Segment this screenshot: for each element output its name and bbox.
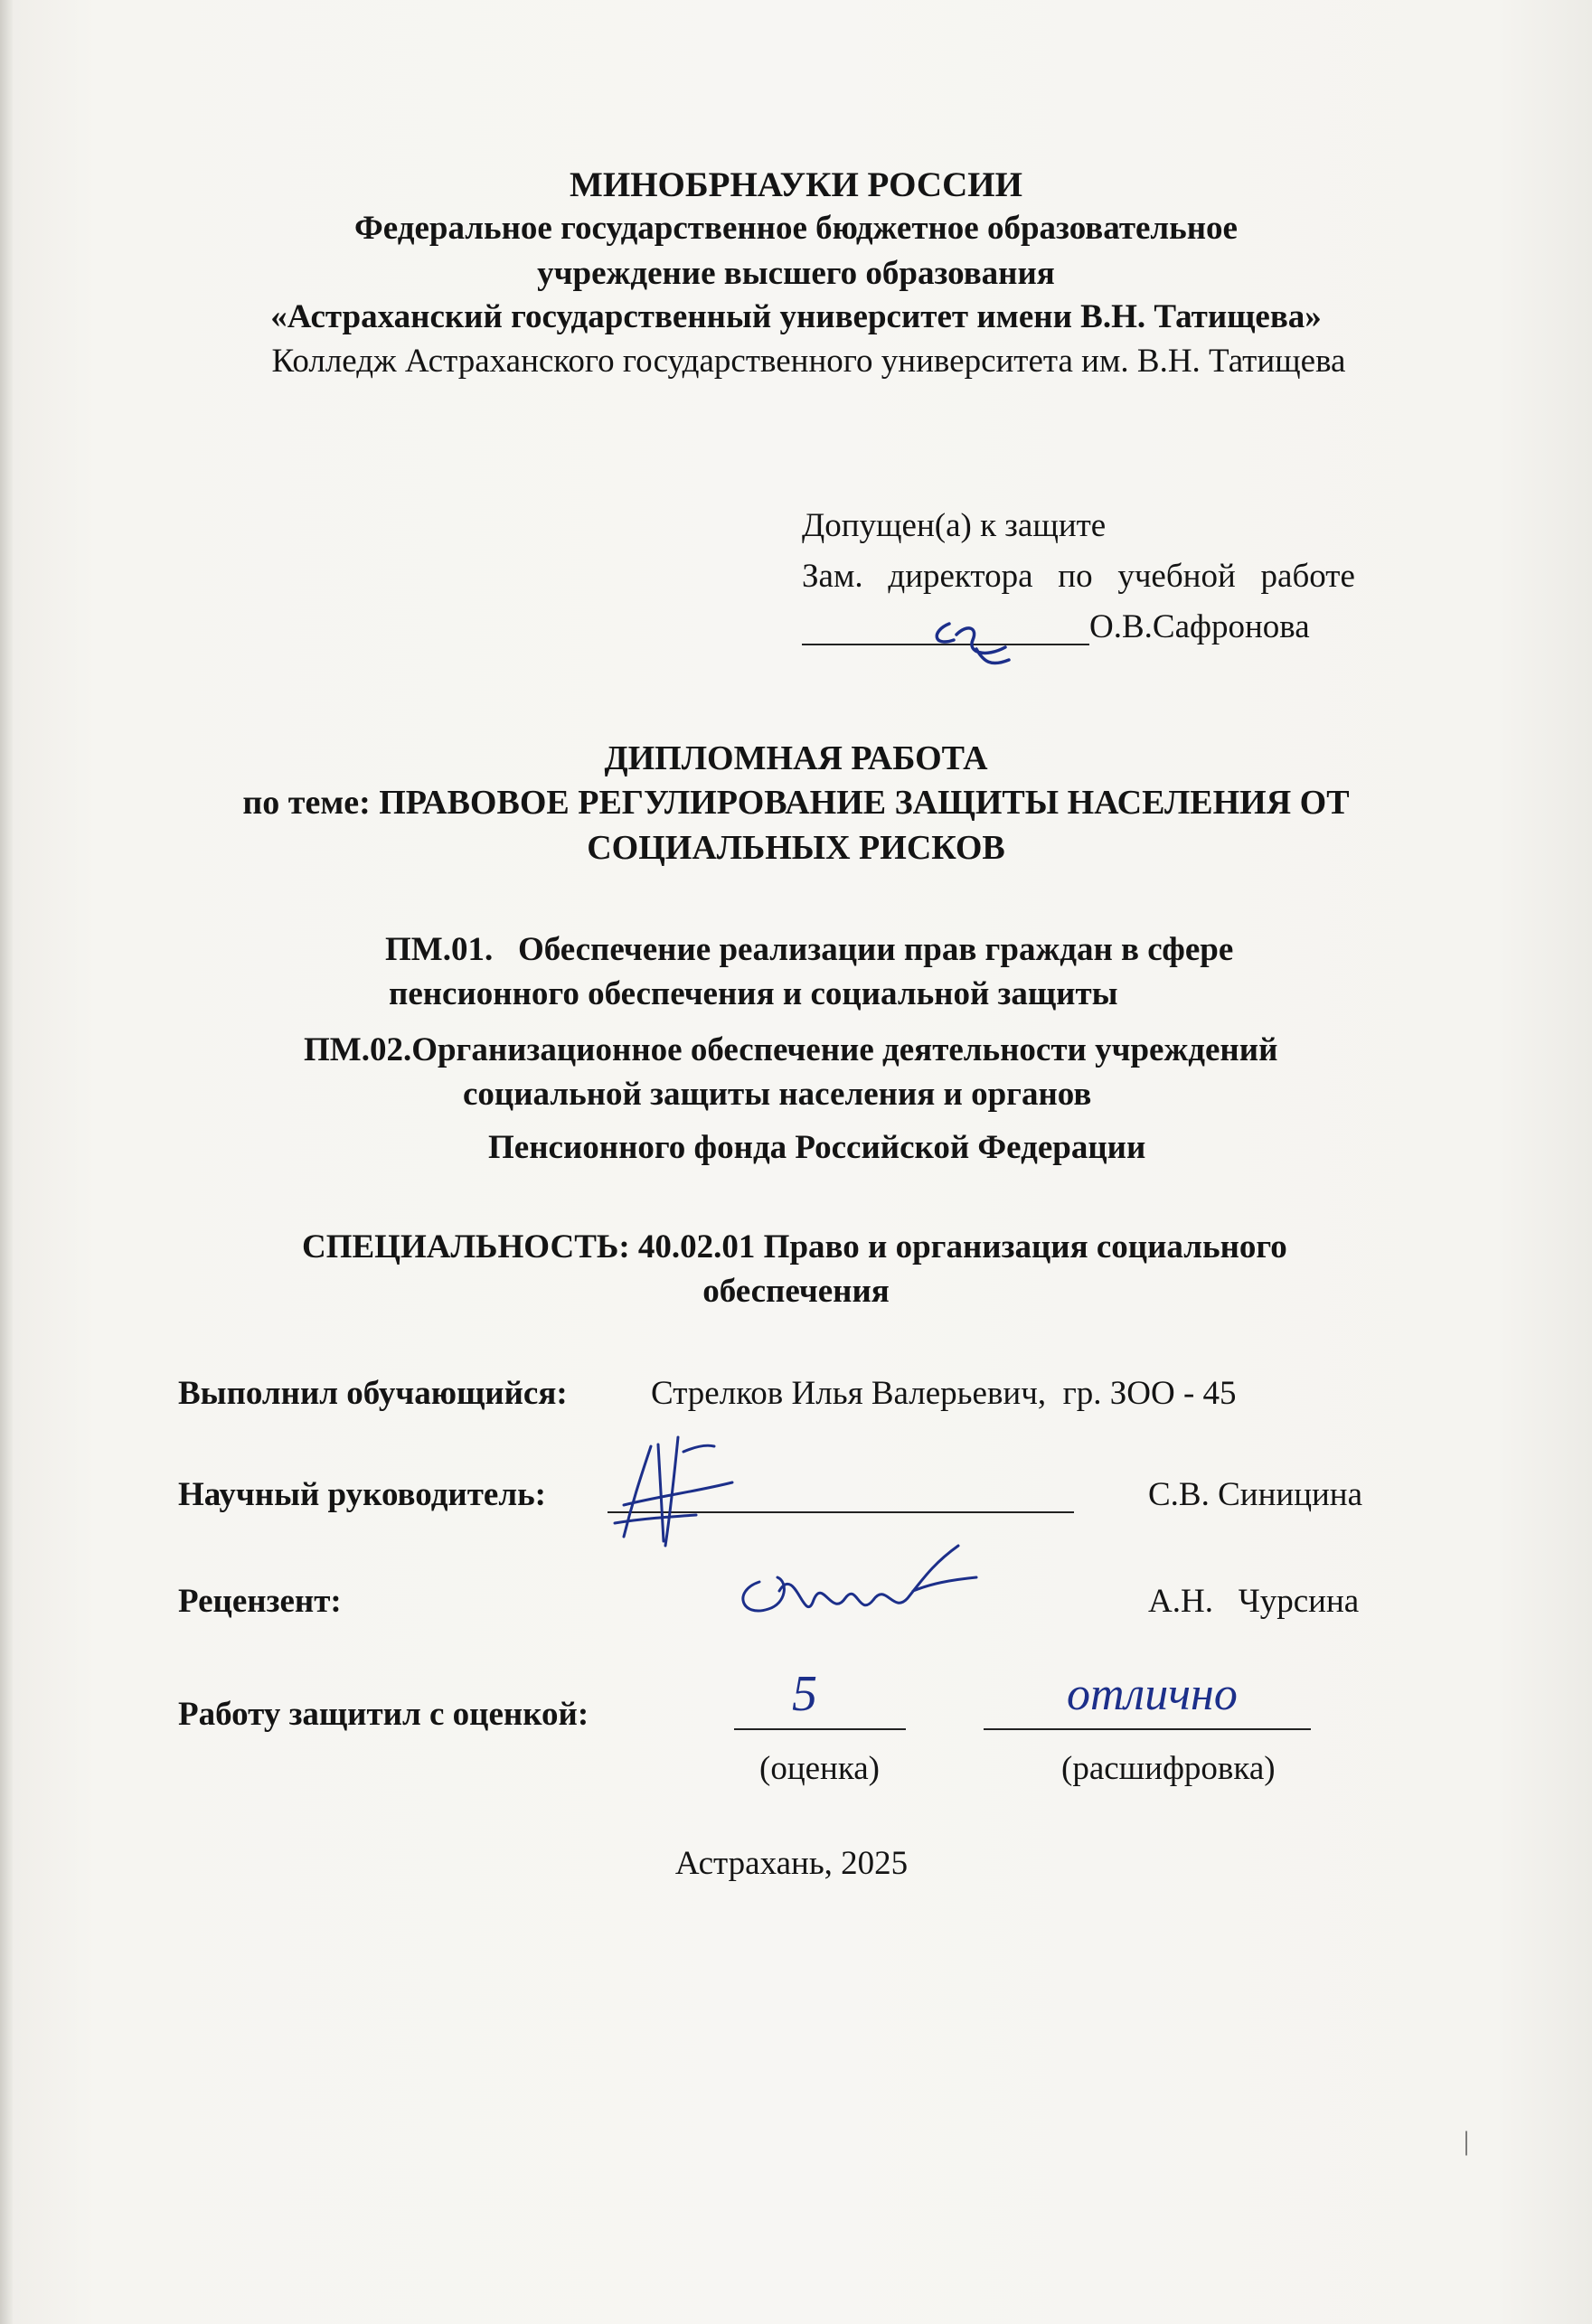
reviewer-name: А.Н. Чурсина [1148,1583,1360,1620]
reviewer-signature [723,1528,994,1645]
page-edge-shadow [0,0,13,2324]
grade-line [734,1728,906,1730]
grade-words: отлично [1067,1669,1238,1720]
grade-caption: (оценка) [759,1750,881,1787]
institution-line-1: Федеральное государственное бюджетное образовательное [354,210,1238,247]
grade-value: 5 [792,1666,817,1722]
university-name: «Астраханский государственный университет имени В.Н. Татищева» [270,298,1322,335]
module-pm01-line-1: ПМ.01. Обеспечение реализации прав граждан в сфере [385,931,1234,968]
grade-label: Работу защитил с оценкой: [178,1696,589,1733]
institution-line-2: учреждение высшего образования [537,255,1055,292]
module-pm02-line-2: социальной защиты населения и органов [463,1076,1092,1113]
admitted-label: Допущен(а) к защите [802,507,1107,544]
module-pm02-line-1: ПМ.02.Организационное обеспечение деятельности учреждений [304,1031,1278,1068]
supervisor-label: Научный руководитель: [178,1476,546,1513]
topic-line-2: СОЦИАЛЬНЫХ РИСКОВ [587,829,1005,867]
supervisor-name: С.В. Синицина [1148,1476,1363,1513]
grade-words-line [984,1728,1311,1730]
student-value: Стрелков Илья Валерьевич, гр. ЗОО - 45 [651,1375,1237,1412]
approval-signature [922,604,1031,676]
specialty-line-1: СПЕЦИАЛЬНОСТЬ: 40.02.01 Право и организация социального [302,1228,1287,1265]
module-pm01-line-2: пенсионного обеспечения и социальной защиты [389,975,1118,1012]
topic-line-1: по теме: ПРАВОВОЕ РЕГУЛИРОВАНИЕ ЗАЩИТЫ НАСЕЛЕНИЯ ОТ [242,784,1350,822]
reviewer-label: Рецензент: [178,1583,342,1620]
ministry-title: МИНОБРНАУКИ РОССИИ [570,165,1022,204]
document-type: ДИПЛОМНАЯ РАБОТА [604,739,988,777]
module-pm02-line-3: Пенсионного фонда Российской Федерации [488,1129,1146,1166]
city-year: Астрахань, 2025 [674,1845,909,1882]
page-number-mark: | [1464,2126,1470,2156]
college-name: Колледж Астраханского государственного университета им. В.Н. Татищева [271,343,1346,380]
specialty-line-2: обеспечения [702,1273,890,1310]
student-label: Выполнил обучающийся: [178,1375,568,1412]
decode-caption: (расшифровка) [1061,1750,1276,1787]
approver-position: Зам. директора по учебной работе [802,558,1355,595]
approver-name: О.В.Сафронова [1089,608,1310,645]
